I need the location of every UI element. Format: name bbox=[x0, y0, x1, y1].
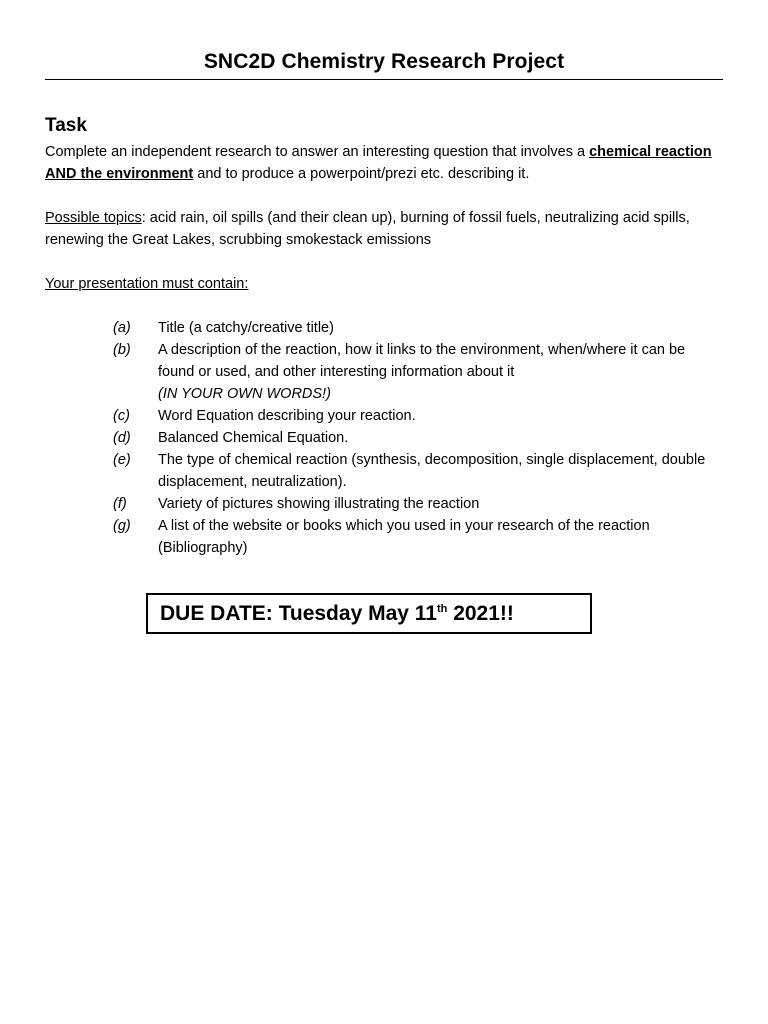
topics-text: : acid rain, oil spills (and their clean up), burning of fossil fuels, neutralizing acid spills, renewing the Great Lakes, scrubbing smokestack emissions bbox=[45, 210, 690, 248]
topics-label: Possible topics bbox=[45, 210, 142, 226]
must-contain-text: Your presentation must contain: bbox=[45, 276, 249, 292]
due-date-suffix: 2021!! bbox=[447, 601, 514, 625]
requirement-letter: (b) bbox=[113, 342, 131, 358]
requirement-item bbox=[113, 449, 723, 493]
requirement-letter: (g) bbox=[113, 518, 131, 534]
requirements-list bbox=[113, 317, 723, 559]
due-date-ordinal-suffix: th bbox=[436, 602, 448, 615]
requirement-item bbox=[113, 405, 723, 427]
requirement-item bbox=[113, 339, 723, 405]
requirement-text: Title (a catchy/creative title) bbox=[158, 320, 334, 336]
requirement-letter: (f) bbox=[113, 496, 127, 512]
page-title: SNC2D Chemistry Research Project bbox=[203, 50, 565, 73]
requirement-letter: (e) bbox=[113, 452, 131, 468]
requirement-text: The type of chemical reaction (synthesis, decomposition, single displacement, double displacement, neutralization). bbox=[158, 452, 706, 490]
due-date-box bbox=[146, 593, 592, 634]
requirement-letter: (a) bbox=[113, 320, 131, 336]
task-emphasis: chemical reaction AND the environment bbox=[45, 144, 712, 182]
requirement-text: Word Equation describing your reaction. bbox=[158, 408, 416, 424]
due-date-text bbox=[160, 602, 514, 626]
task-text-before: Complete an independent research to answer an interesting question that involves a bbox=[45, 144, 590, 160]
requirement-text: A description of the reaction, how it links to the environment, when/where it can be found or used, and other interesting information about it bbox=[158, 342, 686, 380]
requirement-item bbox=[113, 515, 723, 559]
task-heading: Task bbox=[45, 115, 87, 136]
title-underline-rule bbox=[45, 79, 723, 80]
requirement-text-wrapper bbox=[158, 339, 723, 405]
requirement-text: Variety of pictures showing illustrating the reaction bbox=[158, 496, 480, 512]
requirement-letter: (c) bbox=[113, 408, 130, 424]
must-contain-label bbox=[45, 273, 735, 295]
possible-topics bbox=[45, 207, 735, 251]
requirement-letter: (d) bbox=[113, 430, 131, 446]
requirement-text: Balanced Chemical Equation. bbox=[158, 430, 349, 446]
due-date-prefix: DUE DATE: Tuesday May 11 bbox=[160, 601, 437, 625]
task-text-after: and to produce a powerpoint/prezi etc. describing it. bbox=[193, 166, 530, 182]
requirement-note: (IN YOUR OWN WORDS!) bbox=[158, 386, 331, 402]
requirement-item bbox=[113, 317, 723, 339]
requirement-item bbox=[113, 493, 723, 515]
requirement-text: A list of the website or books which you used in your research of the reaction (Bibliography) bbox=[158, 518, 650, 556]
requirement-item bbox=[113, 427, 723, 449]
task-description bbox=[45, 141, 735, 185]
